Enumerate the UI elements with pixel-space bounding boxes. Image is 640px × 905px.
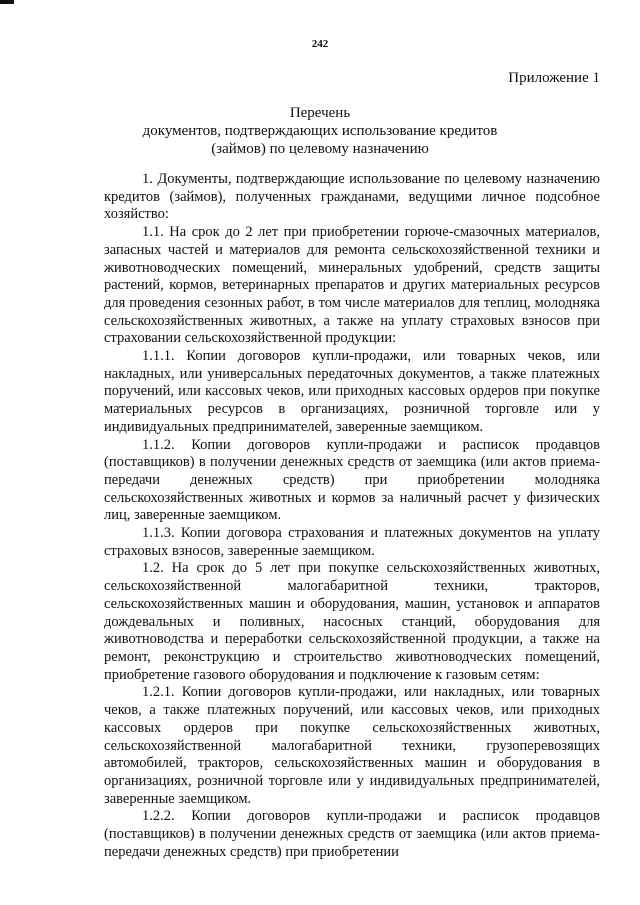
- page-number: 242: [311, 38, 329, 50]
- scan-edge-mark: [0, 0, 14, 4]
- paragraph-1: 1. Документы, подтверждающие использование по целевому назначению кредитов (займов), полученных гражданами, ведущими личное подсобное хозяйство:: [104, 171, 600, 223]
- paragraph-1-1-3: 1.1.3. Копии договора страхования и платежных документов на уплату страховых взносов, заверенные заемщиком.: [104, 525, 600, 559]
- title-line-2: документов, подтверждающих использование кредитов: [142, 123, 498, 139]
- title-line-3: (займов) по целевому назначению: [211, 141, 429, 157]
- paragraph-1-1-2: 1.1.2. Копии договоров купли-продажи и расписок продавцов (поставщиков) в получении денежных средств от заемщика (или актов приема-передачи денежных средств) при приобретении молодняка сельскохозяйственных животных и кормов за наличный расчет у физических лиц, заверенные заемщиком.: [104, 436, 600, 524]
- paragraph-1-2-2: 1.2.2. Копии договоров купли-продажи и расписок продавцов (поставщиков) в получении денежных средств от заемщика (или актов приема-передачи денежных средств) при приобретении: [104, 808, 600, 860]
- document-body: [104, 171, 600, 861]
- document-title: [0, 104, 640, 158]
- paragraph-1-1-1: 1.1.1. Копии договоров купли-продажи, или товарных чеков, или накладных, или универсальных передаточных документов, а также платежных поручений, или кассовых чеков, или приходных кассовых ордеров при покупке материальных ресурсов в организациях, розничной торговле или у индивидуальных предпринимателей, заверенные заемщиком.: [104, 348, 600, 435]
- appendix-label: Приложение 1: [508, 70, 600, 86]
- title-line-1: Перечень: [289, 105, 351, 121]
- paragraph-1-2: 1.2. На срок до 5 лет при покупке сельскохозяйственных животных, сельскохозяйственной малогабаритной техники, тракторов, сельскохозяйственных машин и оборудования, машин, установок и аппаратов дождевальных и поливных, насосных станций, оборудования для животноводства и переработки сельскохозяйственной продукции, а также на ремонт, реконструкцию и строительство животноводческих помещений, приобретение газового оборудования и подключение к газовым сетям:: [104, 560, 600, 683]
- paragraph-1-2-1: 1.2.1. Копии договоров купли-продажи, или накладных, или товарных чеков, а также платежных поручений, или кассовых чеков, или приходных кассовых ордеров при покупке сельскохозяйственных животных, сельскохозяйственной малогабаритной техники, грузоперевозящих автомобилей, тракторов, сельскохозяйственных машин и оборудования в организациях, розничной торговле или у индивидуальных предпринимателей, заверенные заемщиком.: [104, 684, 600, 807]
- paragraph-1-1: 1.1. На срок до 2 лет при приобретении горюче-смазочных материалов, запасных частей и материалов для ремонта сельскохозяйственной техники и животноводческих помещений, минеральных удобрений, средств защиты растений, кормов, ветеринарных препаратов и других материальных ресурсов для проведения сезонных работ, в том числе материалов для теплиц, молодняка сельскохозяйственных животных, а также на уплату страховых взносов при страховании сельскохозяйственной продукции:: [104, 224, 600, 347]
